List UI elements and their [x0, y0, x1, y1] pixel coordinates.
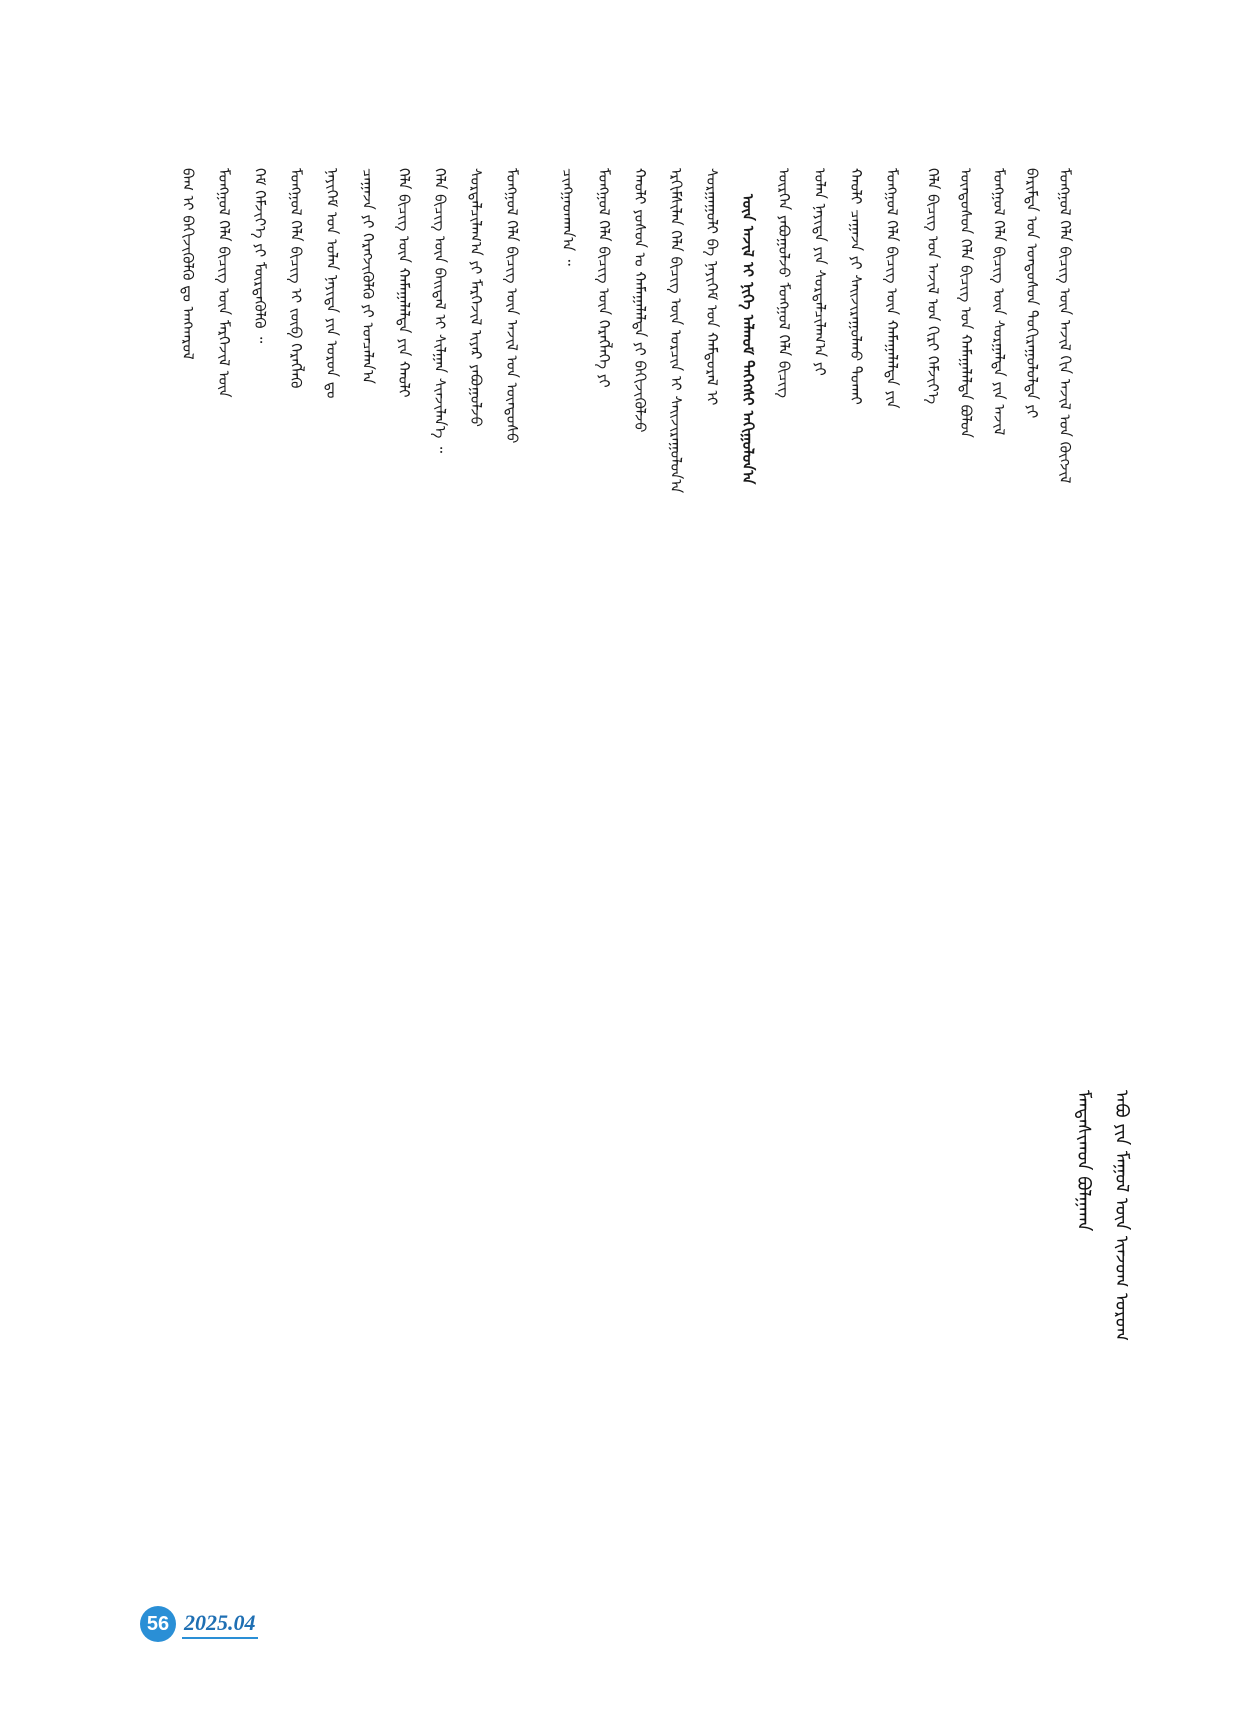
text-line: ᠪᠠᠭ ᠢ ᠪᠡᠬᠢᠵᠢᠭᠦᠯᠬᠦ ᠳᠤ ᠠᠩᠬᠠᠷᠤᠯ [179, 168, 197, 360]
text-column-left [152, 168, 530, 1566]
heading-line: ᠮᠠᠨᠲᠠᠰᠢᠬᠤᠨ ᠪᠤᠯᠭᠠᠬᠠ [1073, 1090, 1094, 1232]
text-line: ᠮᠣᠩᠭᠣᠯ ᠬᠡᠯᠡ ᠪᠢᠴᠢᠭ ᠦᠨ ᠠᠵᠢᠯ ᠬᠢᠨ ᠠᠵᠢᠯ ᠤᠨ ᠬᠥᠭᠵᠢᠯ [1056, 168, 1074, 484]
text-line: ᠬᠠᠤᠯᠢ ᠴᠠᠭᠠᠵᠠ ᠶᠢ ᠰᠠᠢᠵᠢᠷᠠᠭᠤᠯᠬᠤ ᠲᠤᠬᠠᠢ [847, 168, 865, 405]
text-line: ᠪᠠᠷᠢᠮᠲᠠ ᠤᠨ ᠤᠨᠳᠤᠰᠤᠨ ᠲᠣᠬᠢᠷᠠᠭᠤᠯᠤᠯᠲᠠ ᠶᠢ [1023, 168, 1041, 419]
text-line: ᠬᠡᠯᠡ ᠪᠢᠴᠢᠭ ᠦᠨ ᠬᠠᠮᠠᠭᠠᠯᠠᠯᠲᠠ ᠶᠢᠨ ᠬᠠᠤᠯᠢ [395, 168, 413, 398]
text-line: ᠰᠤᠷᠭᠠᠭᠤᠯᠢ ᠪᠠ ᠨᠡᠶᠢᠭᠡᠮ ᠤᠨ ᠬᠠᠮᠲᠤᠷᠠᠯ ᠢ [703, 168, 721, 406]
text-line: ᠬᠠᠤᠯᠢ ᠶᠣᠰᠣᠨ ᠤ ᠬᠠᠮᠠᠭᠠᠯᠠᠯᠲᠠ ᠶᠢ ᠪᠡᠬᠢᠵᠢᠭᠦᠯᠵᠦ [631, 168, 649, 433]
text-line: ᠬᠡᠮ ᠬᠡᠮᠵᠢᠶ᠎ᠡ ᠶᠢ ᠮᠦᠷᠳᠡᠭᠦᠯᠬᠦ ᠃ [251, 168, 269, 344]
text-line: ᠬᠡᠯᠡ ᠪᠢᠴᠢᠭ ᠤᠨ ᠠᠵᠢᠯ ᠤᠨ ᠬᠢᠷᠢ ᠬᠡᠮᠵᠢᠶ᠎ᠡ [924, 168, 942, 405]
text-line: ᠮᠣᠩᠭᠣᠯ ᠬᠡᠯᠡ ᠪᠢᠴᠢᠭ ᠦᠨ ᠮᠡᠷᠭᠡᠵᠢᠯ ᠦᠨ [215, 168, 233, 398]
text-line: ᠬᠡᠯᠡ ᠪᠢᠴᠢᠭ ᠦᠨ ᠪᠠᠢᠳᠠᠯ ᠢ ᠰᠢᠯᠭᠠᠨ ᠰᠢᠨᠵᠢᠯᠡᠨ᠎ᠡ ᠃ [431, 168, 449, 454]
text-line: ᠡᠷᠬᠢᠮᠰᠢᠯᠡᠨ ᠬᠡᠯᠡ ᠪᠢᠴᠢᠭ ᠦᠨ ᠣᠷᠴᠢᠨ ᠢ ᠰᠠᠢᠵᠢᠷᠠᠭᠤᠯᠤᠨ᠎ᠠ [667, 168, 685, 494]
heading-line: ᠠᠪᠤ ᠶᠢᠨ ᠮᠠᠭᠤᠯ ᠦᠨ ᠢᠨᠵᠤᠭ ᠤᠷᠤᠭ [1111, 1090, 1132, 1342]
text-line: ᠣᠯᠠᠨ ᠨᠡᠶᠢᠲᠡ ᠶᠢᠨ ᠰᠤᠷᠲᠠᠯᠴᠢᠯᠠᠭ᠎ᠠ ᠶᠢ [811, 168, 829, 376]
issue-label: 2025.04 [182, 1610, 258, 1639]
text-line: ᠴᠠᠭᠠᠵᠠ ᠶᠢ ᠬᠡᠷᠡᠭᠵᠢᠭᠦᠯᠬᠦ ᠶᠢ ᠣᠨᠴᠠᠯᠠᠨ᠎ᠠ [359, 168, 377, 384]
text-line: ᠮᠣᠩᠭᠣᠯ ᠬᠡᠯᠡ ᠪᠢᠴᠢᠭ ᠦᠨ ᠰᠤᠷᠭᠠᠯᠲᠠ ᠶᠢᠨ ᠠᠵᠢᠯ [990, 168, 1008, 436]
text-line: ᠮᠣᠩᠭᠣᠯ ᠬᠡᠯᠡ ᠪᠢᠴᠢᠭ ᠦᠨ ᠬᠠᠮᠠᠭᠠᠯᠠᠯᠲᠠ ᠶᠢᠨ [883, 168, 901, 409]
text-line: ᠨᠡᠶᠢᠭᠡᠮ ᠤᠨ ᠣᠯᠠᠨ ᠨᠡᠶᠢᠲᠡ ᠶᠢᠨ ᠣᠷᠤᠨ ᠳᠤ [323, 168, 341, 399]
text-column-right [915, 168, 1080, 1566]
page-number-badge: 56 [140, 1606, 176, 1642]
section-heading-line: ᠦᠨ ᠠᠵᠢᠯ ᠢ ᠨᠢᠭᠡ ᠠᠯᠬᠤᠮ ᠳᠡᠭᠡᠭᠰᠢ ᠠᠬᠢᠭᠤᠯᠤᠨ᠎ᠠ [739, 194, 757, 485]
text-line: ᠰᠤᠷᠲᠠᠯᠴᠢᠯᠠᠭ᠎ᠠ ᠶᠢ ᠮᠡᠷᠭᠡᠵᠢᠯ ᠢᠶᠠᠷ ᠶᠠᠪᠤᠭᠤᠯᠵᠤ [467, 168, 485, 427]
page-footer [140, 1606, 258, 1642]
text-line: ᠮᠣᠩᠭᠣᠯ ᠬᠡᠯᠡ ᠪᠢᠴᠢᠭ ᠦᠨ ᠠᠵᠢᠯ ᠤᠨ ᠦᠨᠳᠦᠰᠦ [503, 168, 521, 444]
text-line: ᠥᠷᠭᠡᠨ ᠶᠠᠪᠤᠭᠤᠯᠵᠤ ᠮᠣᠩᠭᠣᠯ ᠬᠡᠯᠡ ᠪᠢᠴᠢᠭ [775, 168, 793, 398]
text-line: ᠮᠣᠩᠭᠣᠯ ᠬᠡᠯᠡ ᠪᠢᠴᠢᠭ ᠦᠨ ᠬᠡᠷᠡᠭᠯᠡᠭᠡ ᠶᠢ [595, 168, 613, 388]
text-line: ᠮᠣᠩᠭᠣᠯ ᠬᠡᠯᠡ ᠪᠢᠴᠢᠭ ᠢ ᠵᠥᠪ ᠬᠡᠷᠡᠭᠯᠡᠬᠦ [287, 168, 305, 389]
text-line: ᠴᠢᠩᠭᠠᠳᠬᠠᠨ᠎ᠠ ᠃ [559, 168, 577, 266]
text-column-middle [530, 168, 910, 1566]
text-line: ᠦᠨᠳᠦᠰᠦᠨ ᠬᠡᠯᠡ ᠪᠢᠴᠢᠭ ᠤᠨ ᠬᠠᠮᠠᠭᠠᠯᠠᠯᠲᠠ ᠪᠣᠯᠤᠨ [957, 168, 975, 438]
